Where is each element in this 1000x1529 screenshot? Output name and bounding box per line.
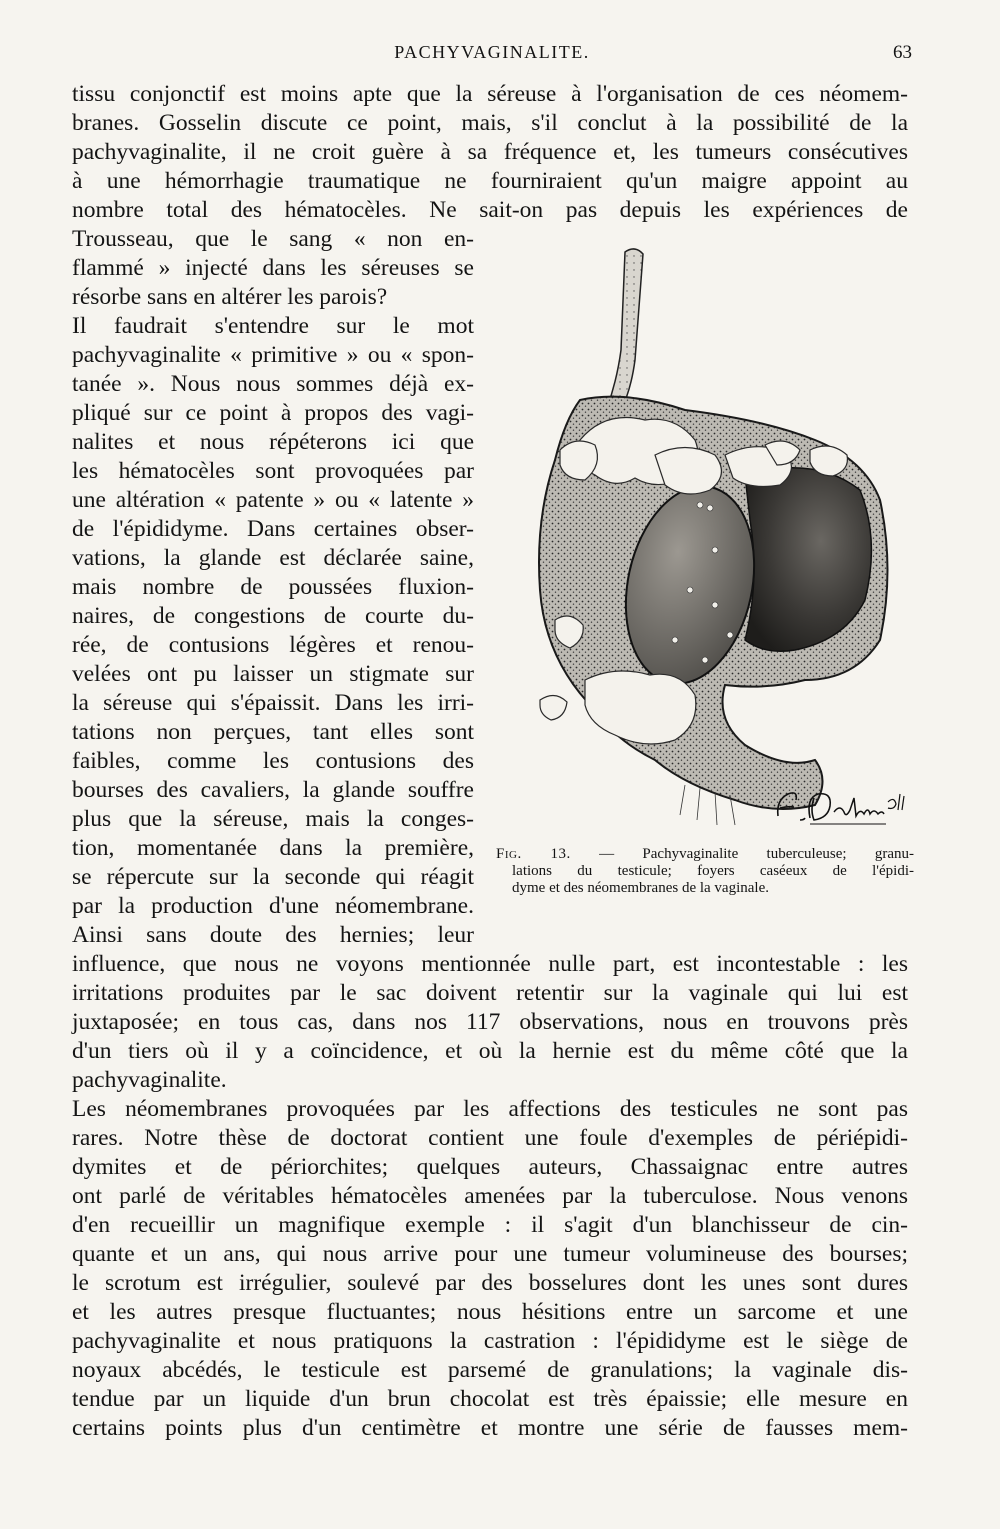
testicle-drawing bbox=[485, 240, 915, 840]
anatomical-illustration bbox=[485, 240, 915, 840]
text-line: branes. Gosselin discute ce point, mais, s'il conclut à la possibilité de la bbox=[72, 110, 908, 136]
text-line: Trousseau, que le sang « non en- bbox=[72, 226, 474, 252]
signature-drawing bbox=[770, 780, 920, 830]
text-line: plus que la séreuse, mais la conges- bbox=[72, 806, 474, 832]
text-line: bourses des cavaliers, la glande souffre bbox=[72, 777, 474, 803]
text-line: et les autres presque fluctuantes; nous hésitions entre un sarcome et une bbox=[72, 1299, 908, 1325]
text-line: une altération « patente » ou « latente » bbox=[72, 487, 474, 513]
text-line: pachyvaginalite « primitive » ou « spon- bbox=[72, 342, 474, 368]
text-line: résorbe sans en altérer les parois? bbox=[72, 284, 388, 310]
text-line: tanée ». Nous nous sommes déjà ex- bbox=[72, 371, 474, 397]
text-line: ont parlé de véritables hématocèles amenées par la tuberculose. Nous venons bbox=[72, 1183, 908, 1209]
figure-label: Fig. 13. bbox=[496, 846, 571, 862]
text-line: influence, que nous ne voyons mentionnée nulle part, est incontestable : les bbox=[72, 951, 908, 977]
text-line: faibles, comme les contusions des bbox=[72, 748, 474, 774]
text-line: flammé » injecté dans les séreuses se bbox=[72, 255, 474, 281]
text-line: rée, de contusions légères et renou- bbox=[72, 632, 474, 658]
text-line: Il faudrait s'entendre sur le mot bbox=[72, 313, 474, 339]
text-line: tendue par un liquide d'un brun chocolat est très épaissie; elle mesure en bbox=[72, 1386, 908, 1412]
caption-line bbox=[496, 846, 914, 863]
text-line: se répercute sur la seconde qui réagit bbox=[72, 864, 474, 890]
running-head bbox=[72, 38, 912, 68]
text-line: tations non perçues, tant elles sont bbox=[72, 719, 474, 745]
text-line: les hématocèles sont provoquées par bbox=[72, 458, 474, 484]
text-line: pachyvaginalite. bbox=[72, 1067, 227, 1093]
text-line: la séreuse qui s'épaissit. Dans les irri- bbox=[72, 690, 474, 716]
caption-line: lations du testicule; foyers caséeux de l'épidi- bbox=[512, 863, 914, 879]
caption-text: — Pachyvaginalite tuberculeuse; granu- bbox=[599, 846, 914, 862]
text-line: nalites et nous répéterons ici que bbox=[72, 429, 474, 455]
text-line: d'un tiers où il y a coïncidence, et où la hernie est du même côté que la bbox=[72, 1038, 908, 1064]
text-line: velées ont pu laisser un stigmate sur bbox=[72, 661, 474, 687]
text-line: nombre total des hématocèles. Ne sait-on pas depuis les expériences de bbox=[72, 197, 908, 223]
text-line: à une hémorrhagie traumatique ne fourniraient qu'un maigre appoint au bbox=[72, 168, 908, 194]
text-line: naires, de congestions de courte du- bbox=[72, 603, 474, 629]
text-line: Ainsi sans doute des hernies; leur bbox=[72, 922, 474, 948]
text-line: quante et un ans, qui nous arrive pour une tumeur volumineuse des bourses; bbox=[72, 1241, 908, 1267]
text-line: vations, la glande est déclarée saine, bbox=[72, 545, 474, 571]
text-line: le scrotum est irrégulier, soulevé par des bosselures dont les unes sont dures bbox=[72, 1270, 908, 1296]
page-number: 63 bbox=[893, 42, 912, 63]
text-line: noyaux abcédés, le testicule est parsemé de granulations; la vaginale dis- bbox=[72, 1357, 908, 1383]
text-line: Les néomembranes provoquées par les affections des testicules ne sont pas bbox=[72, 1096, 908, 1122]
caption-line: dyme et des néomembranes de la vaginale. bbox=[512, 880, 769, 896]
cord-shape bbox=[607, 249, 643, 410]
text-line: pachyvaginalite, il ne croit guère à sa fréquence et, les tumeurs consécutives bbox=[72, 139, 908, 165]
text-line: dymites et de périorchites; quelques auteurs, Chassaignac entre autres bbox=[72, 1154, 908, 1180]
text-line: par la production d'une néomembrane. bbox=[72, 893, 474, 919]
text-line: tissu conjonctif est moins apte que la séreuse à l'organisation de ces néomem- bbox=[72, 81, 908, 107]
running-title: PACHYVAGINALITE. bbox=[394, 42, 590, 62]
text-line: juxtaposée; en tous cas, dans nos 117 observations, nous en trouvons près bbox=[72, 1009, 908, 1035]
figure-caption bbox=[496, 846, 914, 897]
text-line: pliqué sur ce point à propos des vagi- bbox=[72, 400, 474, 426]
text-line: de l'épididyme. Dans certaines obser- bbox=[72, 516, 474, 542]
text-line: irritations produites par le sac doivent retentir sur la vaginale qui lui est bbox=[72, 980, 908, 1006]
text-line: certains points plus d'un centimètre et montre une série de fausses mem- bbox=[72, 1415, 908, 1441]
text-line: d'en recueillir un magnifique exemple : il s'agit d'un blanchisseur de cin- bbox=[72, 1212, 908, 1238]
text-line: tion, momentanée dans la première, bbox=[72, 835, 474, 861]
text-line: rares. Notre thèse de doctorat contient une foule d'exemples de périépidi- bbox=[72, 1125, 908, 1151]
text-line: mais nombre de poussées fluxion- bbox=[72, 574, 474, 600]
text-line: pachyvaginalite et nous pratiquons la castration : l'épididyme est le siège de bbox=[72, 1328, 908, 1354]
artist-signature bbox=[770, 780, 920, 830]
